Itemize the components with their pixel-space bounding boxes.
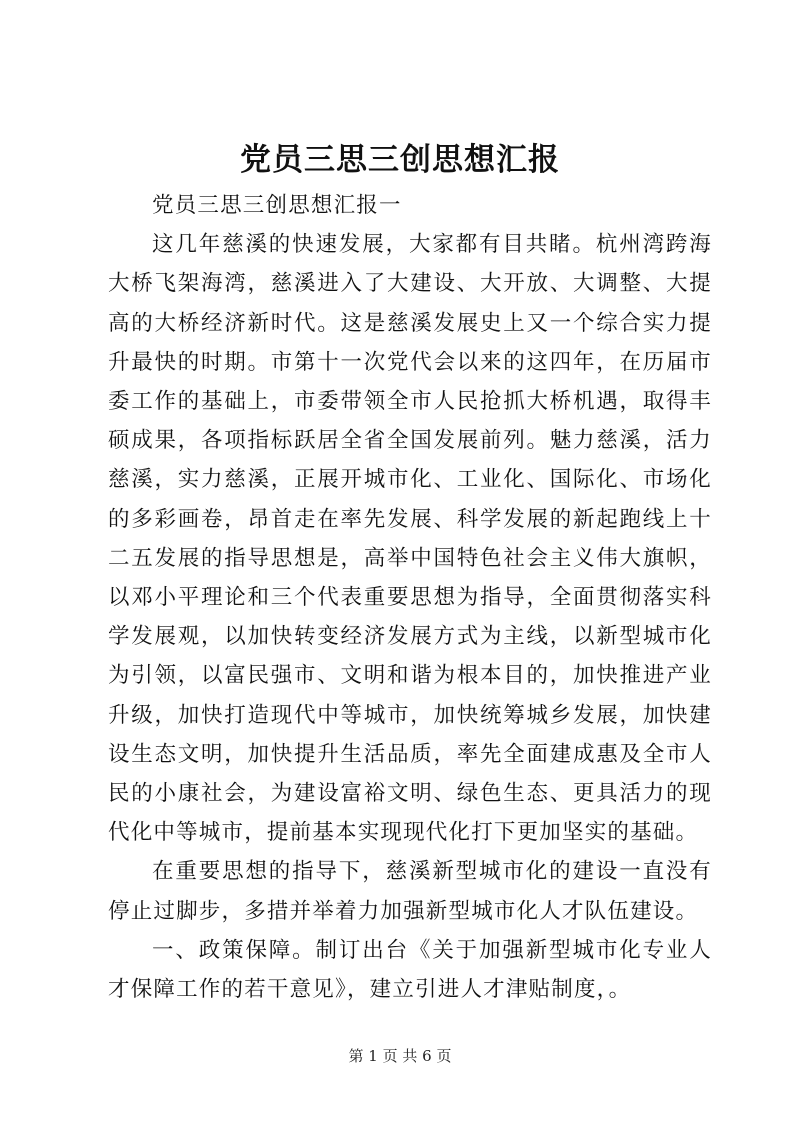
document-title: 党员三思三创思想汇报 bbox=[240, 142, 560, 178]
paragraph-policy: 一、政策保障。制订出台《关于加强新型城市化专业人才保障工作的若干意见》，建立引进人才津贴制度，。 bbox=[108, 937, 712, 1003]
paragraph-guidance: 在重要思想的指导下，慈溪新型城市化的建设一直没有停止过脚步，多措并举着力加强新型城市化人才队伍建设。 bbox=[108, 859, 712, 924]
paragraph-subtitle: 党员三思三创思想汇报一 bbox=[152, 193, 402, 218]
document-body bbox=[108, 186, 712, 1009]
paragraph-intro: 这几年慈溪的快速发展，大家都有目共睹。杭州湾跨海大桥飞架海湾，慈溪进入了大建设、大开放、大调整、大提高的大桥经济新时代。这是慈溪发展史上又一个综合实力提升最快的时期。市第十一次党代会以来的这四年，在历届市委工作的基础上，市委带领全市人民抢抓大桥机遇，取得丰硕成果，各项指标跃居全省全国发展前列。魅力慈溪，活力慈溪，实力慈溪，正展开城市化、工业化、国际化、市场化的多彩画卷，昂首走在率先发展、科学发展的新起跑线上十二五发展的指导思想是，高举中国特色社会主义伟大旗帜，以邓小平理论和三个代表重要思想为指导，全面贯彻落实科学发展观，以加快转变经济发展方式为主线，以新型城市化为引领，以富民强市、文明和谐为根本目的，加快推进产业升级，加快打造现代中等城市，加快统筹城乡发展，加快建设生态文明，加快提升生活品质，率先全面建成惠及全市人民的小康社会，为建设富裕文明、绿色生态、更具活力的现代化中等城市，提前基本实现现代化打下更加坚实的基础。 bbox=[108, 232, 712, 846]
page-footer: 第 1 页 共 6 页 bbox=[348, 1047, 452, 1065]
